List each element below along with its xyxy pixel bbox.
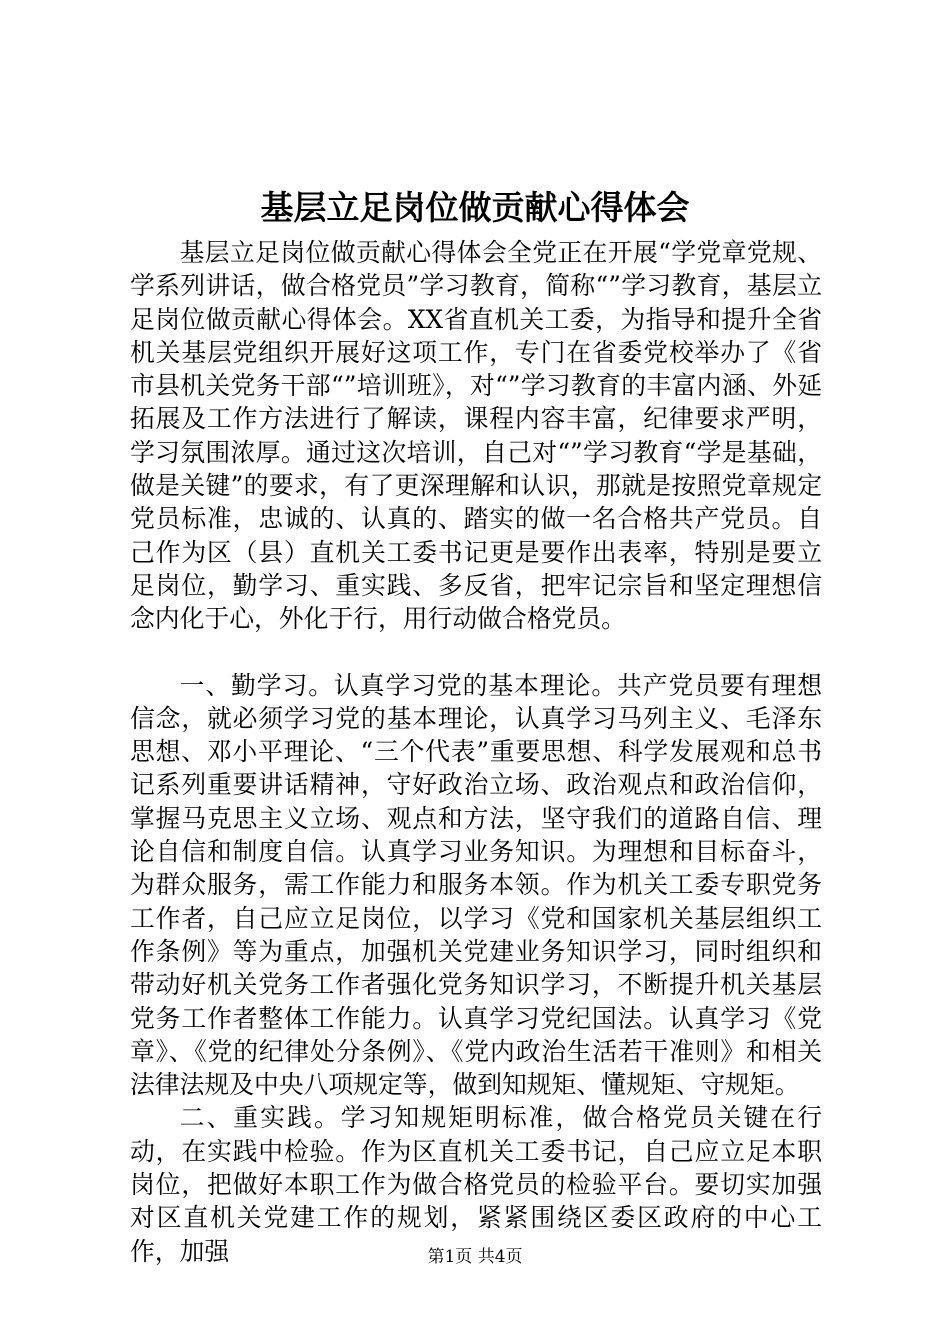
paragraph-study: 一、勤学习。认真学习党的基本理论。共产党员要有理想信念，就必须学习党的基本理论，认真学习马列主义、毛泽东思想、邓小平理论、“三个代表”重要思想、科学发展观和总书记系列重要讲话精神，守好政治立场、政治观点和政治信仰，掌握马克思主义立场、观点和方法，坚守我们的道路自信、理论自信和制度自信。认真学习业务知识。为理想和目标奋斗，为群众服务，需工作能力和服务本领。作为机关工委专职党务工作者，自己应立足岗位，以学习《党和国家机关基层组织工作条例》等为重点，加强机关党建业务知识学习，同时组织和带动好机关党务工作者强化党务知识学习，不断提升机关基层党务工作者整体工作能力。认真学习党纪国法。认真学习《党章》、《党的纪律处分条例》、《党内政治生活若干准则》和相关法律法规及中央八项规定等，做到知规矩、懂规矩、守规矩。 <box>130 670 822 1100</box>
document-title: 基层立足岗位做贡献心得体会 <box>260 188 690 227</box>
paragraph-practice: 二、重实践。学习知规矩明标准，做合格党员关键在行动，在实践中检验。作为区直机关工委书记，自己应立足本职岗位，把做好本职工作为做合格党员的检验平台。要切实加强对区直机关党建工作的规划，紧紧围绕区委区政府的中心工作，加强 <box>130 1103 822 1266</box>
page-number-footer: 第1页 共4页 <box>427 1247 523 1267</box>
paragraph-intro: 基层立足岗位做贡献心得体会全党正在开展“学党章党规、学系列讲话，做合格党员”学习教育，简称“”学习教育，基层立足岗位做贡献心得体会。XX省直机关工委，为指导和提升全省机关基层党组织开展好这项工作，专门在省委党校举办了《省市县机关党务干部“”培训班》，对“”学习教育的丰富内涵、外延拓展及工作方法进行了解读，课程内容丰富，纪律要求严明，学习氛围浓厚。通过这次培训，自己对“”学习教育“学是基础，做是关键”的要求，有了更深理解和认识，那就是按照党章规定党员标准，忠诚的、认真的、踏实的做一名合格共产党员。自己作为区（县）直机关工委书记更是要作出表率，特别是要立足岗位，勤学习、重实践、多反省，把牢记宗旨和坚定理想信念内化于心，外化于行，用行动做合格党员。 <box>130 238 822 634</box>
document-body <box>130 236 822 1268</box>
